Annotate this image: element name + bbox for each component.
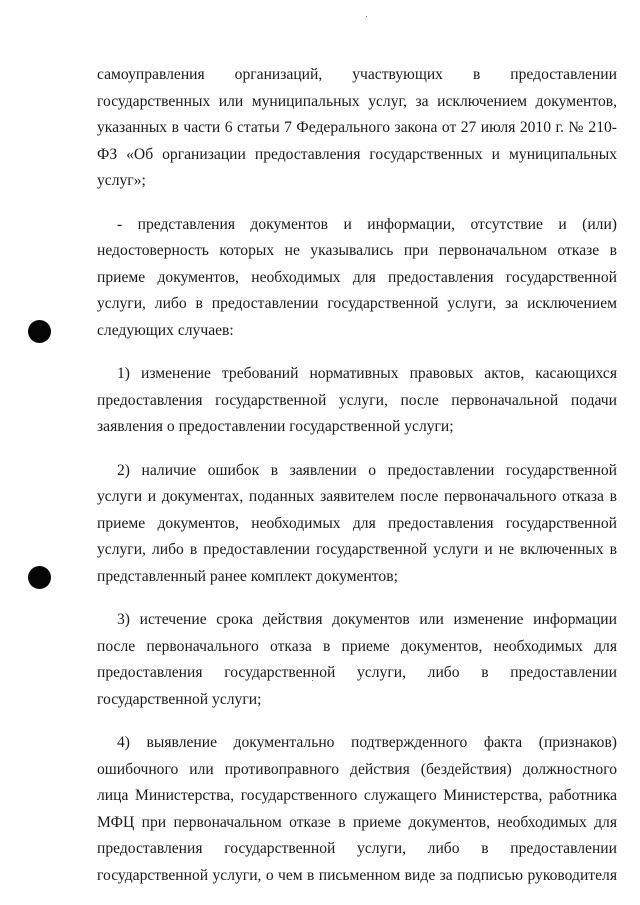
text-line: 3) истечение срока действия документов или изменение информации — [117, 611, 617, 628]
text-line: 1) изменение требований нормативных правовых актов, касающихся — [117, 365, 617, 382]
paragraph-item-4 — [97, 730, 617, 889]
scan-speck — [366, 16, 367, 17]
text-line: услуги, либо в предоставлении государственной услуги, за исключением — [97, 295, 617, 312]
text-line: представленный ранее комплект документов; — [97, 567, 398, 585]
punch-hole-bottom — [28, 566, 51, 589]
text-line: 4) выявление документально подтвержденного факта (признаков) — [117, 734, 617, 751]
text-line: 2) наличие ошибок в заявлении о предоставлении государственной — [117, 461, 617, 479]
text-line: недостоверность которых не указывались при первоначальном отказе в — [97, 242, 617, 259]
text-line: после первоначального отказа в приеме документов, необходимых для — [97, 637, 617, 655]
text-line: услуги и документах, поданных заявителем после первоначального отказа в — [97, 488, 617, 505]
text-line: МФЦ при первоначальном отказе в приеме документов, необходимых для — [97, 813, 617, 831]
document-body — [97, 62, 617, 889]
punch-hole-top — [28, 320, 51, 343]
text-line: предоставления государственной услуги, либо в предоставлении — [97, 664, 617, 681]
paragraph-item-3 — [97, 607, 617, 713]
text-line: услуги, либо в предоставлении государственной услуги и не включенных в — [97, 541, 617, 558]
text-line: предоставления государственной услуги, после первоначальной подачи — [97, 391, 617, 409]
text-line: заявления о предоставлении государственной услуги; — [97, 418, 454, 435]
text-line: следующих случаев: — [97, 321, 234, 339]
text-line: ФЗ «Об организации предоставления государственных и муниципальных — [97, 145, 617, 163]
paragraph-continuation — [97, 62, 617, 195]
text-line: ошибочного или противоправного действия (бездействия) должностного — [97, 760, 617, 778]
paragraph-representation-clause — [97, 212, 617, 345]
text-line: государственной услуги; — [97, 690, 262, 708]
text-line: государственных или муниципальных услуг, за исключением документов, — [97, 92, 617, 110]
text-line: - представления документов и информации, отсутствие и (или) — [117, 215, 617, 233]
text-line: услуг»; — [97, 172, 146, 189]
text-line: указанных в части 6 статьи 7 Федерального закона от 27 июля 2010 г. № 210- — [97, 119, 617, 136]
paragraph-item-1 — [97, 361, 617, 441]
text-line: приеме документов, необходимых для предоставления государственной — [97, 268, 617, 286]
paragraph-item-2 — [97, 458, 617, 591]
text-line: приеме документов, необходимых для предоставления государственной — [97, 514, 617, 532]
text-line: предоставления государственной услуги, либо в предоставлении — [97, 840, 617, 857]
text-line: самоуправления организаций, участвующих в предоставлении — [97, 66, 617, 83]
text-line: лица Министерства, государственного служащего Министерства, работника — [97, 787, 617, 804]
text-line: государственной услуги, о чем в письменном виде за подписью руководителя — [97, 866, 617, 884]
